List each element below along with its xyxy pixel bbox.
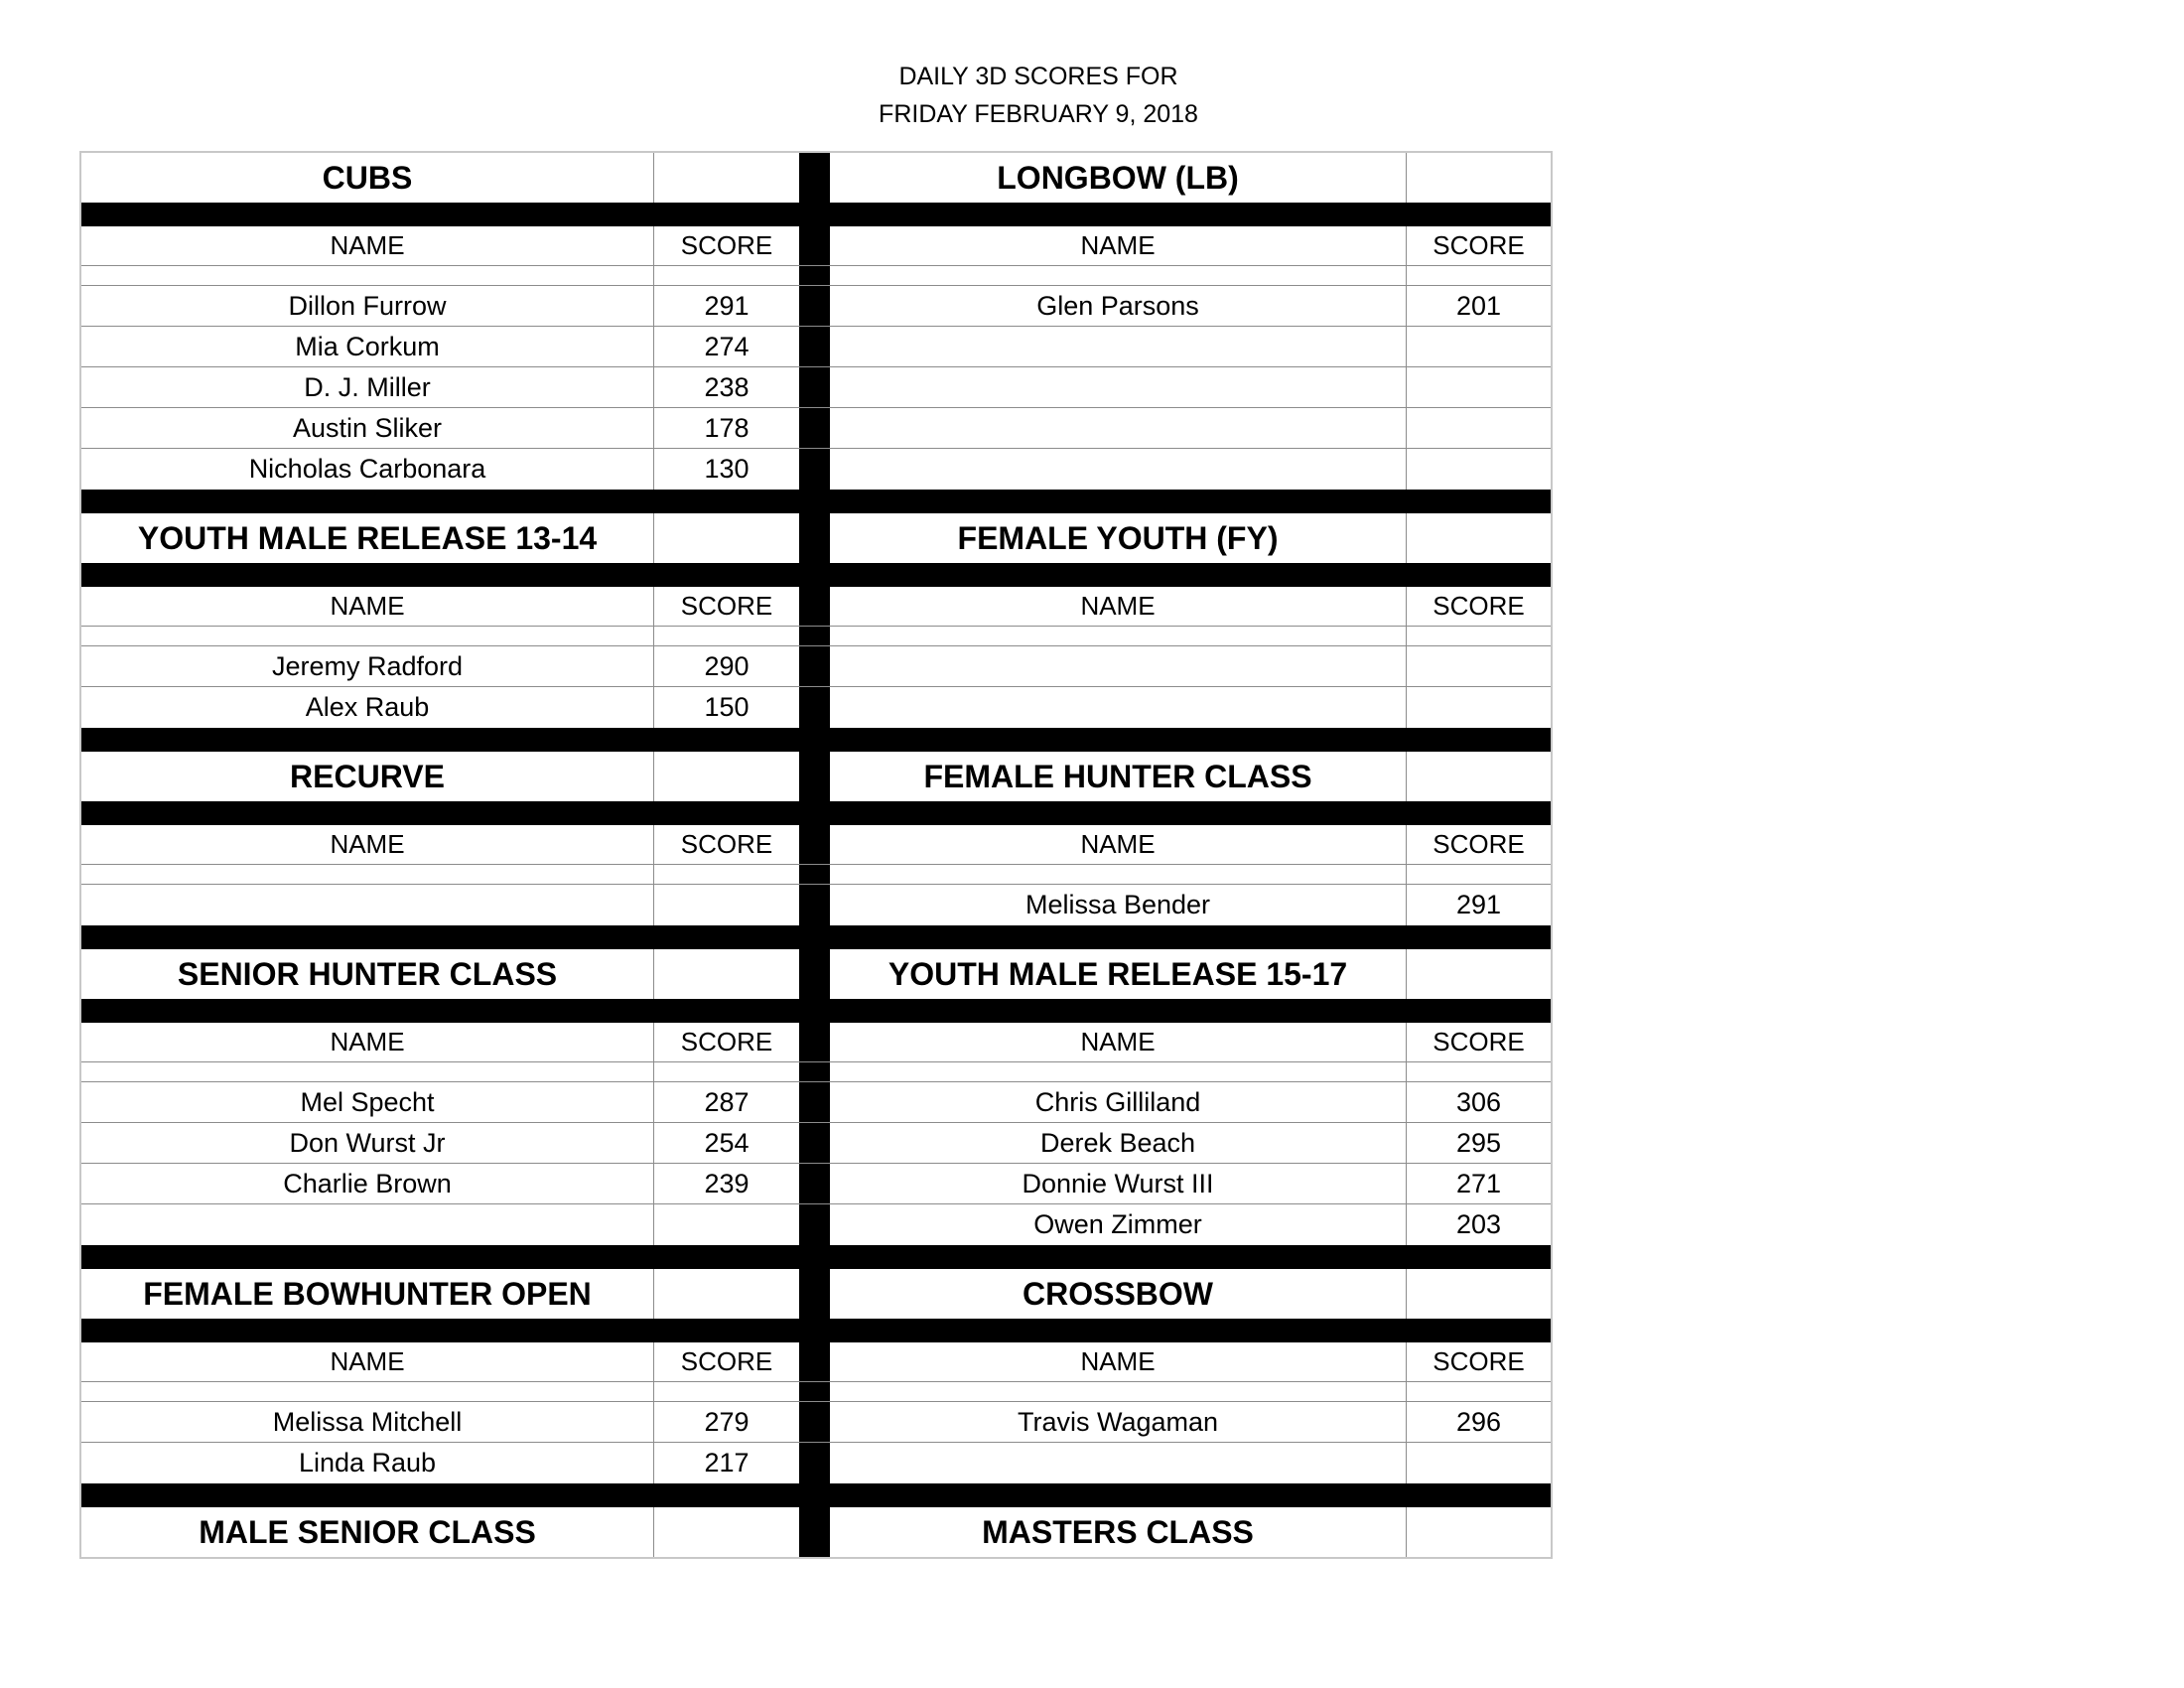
column-divider [799,449,830,490]
category-title-row-right-score [1407,1507,1551,1557]
score-row-right-name [830,408,1407,448]
score-row-right-name [830,449,1407,490]
spacer-row-right-score [1407,1382,1551,1401]
spacer-row [81,865,1551,885]
score-row-left-score: 150 [704,692,750,722]
score-row-left-name [81,1204,654,1245]
column-divider [799,949,830,999]
column-divider [799,408,830,448]
category-title-row-right-score [1407,1269,1551,1319]
column-header-row-left-name: NAME [81,226,654,265]
score-row-left-name: Charlie Brown [81,1164,654,1203]
spacer-row [81,1382,1551,1402]
spacer-row-right-name [830,1062,1407,1081]
score-row-right-score [1407,408,1551,448]
category-title-row [81,153,1551,203]
score-row [81,367,1551,408]
column-divider [799,1204,830,1245]
category-title-row-left-score [654,513,799,563]
column-divider [799,587,830,626]
category-title-row [81,949,1551,999]
column-header-row-left-score: SCORE [680,591,773,621]
column-header-row-right-score: SCORE [1433,230,1525,260]
column-divider [799,1164,830,1203]
column-divider [799,1062,830,1081]
score-row-right-name: Owen Zimmer [830,1204,1407,1245]
score-row-left-score: 274 [704,331,750,361]
score-row [81,1123,1551,1164]
category-title-row-left-score [654,752,799,801]
category-title-row-left-name: SENIOR HUNTER CLASS [81,949,654,999]
score-row-right-score: 271 [1455,1168,1502,1198]
column-header-row [81,226,1551,266]
spacer-row-left-name [81,1382,654,1401]
column-divider [799,865,830,884]
category-title-row-left-score [654,1269,799,1319]
column-header-row-right-score: SCORE [1433,1027,1525,1056]
score-row-left-score: 217 [704,1448,750,1477]
category-title-row [81,1507,1551,1557]
column-header-row-left-score: SCORE [680,829,773,859]
column-divider [799,1382,830,1401]
column-header-row-right-name: NAME [830,1023,1407,1061]
column-divider [799,752,830,801]
score-row-left-name: Don Wurst Jr [81,1123,654,1163]
title-line-1: DAILY 3D SCORES FOR [898,63,1178,90]
column-header-row-right-score: SCORE [1433,591,1525,621]
score-row-right-name: Donnie Wurst III [830,1164,1407,1203]
spacer-row-right-name [830,266,1407,285]
column-divider [799,1402,830,1442]
score-row [81,1082,1551,1123]
column-divider [799,825,830,864]
column-header-row [81,587,1551,627]
spacer-row-right-name [830,627,1407,645]
category-title-row-right-score [1407,752,1551,801]
score-row-left-name: Alex Raub [81,687,654,728]
column-divider [799,1269,830,1319]
score-row [81,408,1551,449]
category-title-row-left-score [654,153,799,203]
column-divider [799,327,830,366]
column-divider [799,627,830,645]
column-divider [799,513,830,563]
score-row-left-name: Linda Raub [81,1443,654,1483]
score-row-right-score [1407,449,1551,490]
score-row-right-score: 201 [1455,290,1502,321]
column-header-row [81,1342,1551,1382]
spacer-row-left-score [654,266,799,285]
column-divider [799,1023,830,1061]
score-row-left-score: 291 [704,290,750,321]
column-divider [799,1082,830,1122]
score-row-left-name: D. J. Miller [81,367,654,407]
spacer-row [81,266,1551,286]
score-row-right-name [830,327,1407,366]
category-title-row-right-name: FEMALE HUNTER CLASS [830,752,1407,801]
spacer-row-left-name [81,627,654,645]
section-separator [81,1245,1551,1269]
column-divider [799,1123,830,1163]
score-row-right-score: 203 [1455,1209,1502,1239]
score-row-left-score [654,1204,799,1245]
score-row [81,646,1551,687]
score-row [81,885,1551,925]
column-header-row-right-name: NAME [830,1342,1407,1381]
column-header-row-left-name: NAME [81,825,654,864]
score-row-right-name: Melissa Bender [830,885,1407,925]
scoreboard-table [79,151,1553,1559]
column-divider [799,1443,830,1483]
score-row [81,1402,1551,1443]
category-title-row-right-score [1407,513,1551,563]
column-divider [799,367,830,407]
score-row-right-name [830,1443,1407,1483]
category-title-row-left-name: RECURVE [81,752,654,801]
header-separator [81,203,1551,226]
header-separator [81,1319,1551,1342]
score-row-left-name: Jeremy Radford [81,646,654,686]
score-row [81,1204,1551,1245]
title-line-2: FRIDAY FEBRUARY 9, 2018 [879,100,1198,128]
score-row-left-score: 254 [704,1127,750,1158]
score-row-right-score: 306 [1455,1086,1502,1117]
spacer-row-right-score [1407,627,1551,645]
category-title-row-right-score [1407,153,1551,203]
score-row-right-name: Travis Wagaman [830,1402,1407,1442]
score-row-left-name: Mia Corkum [81,327,654,366]
category-title-row-right-name: YOUTH MALE RELEASE 15-17 [830,949,1407,999]
spacer-row-right-score [1407,865,1551,884]
spacer-row-left-score [654,865,799,884]
score-row-right-name [830,687,1407,728]
column-header-row-left-name: NAME [81,1342,654,1381]
score-row [81,286,1551,327]
column-header-row-left-name: NAME [81,1023,654,1061]
score-row-right-name [830,646,1407,686]
category-title-row-left-score [654,949,799,999]
column-header-row-left-score: SCORE [680,1027,773,1056]
score-row-right-score [1407,1443,1551,1483]
category-title-row-right-name: FEMALE YOUTH (FY) [830,513,1407,563]
score-row-left-name: Dillon Furrow [81,286,654,326]
score-row-right-score [1407,646,1551,686]
score-row-right-name [830,367,1407,407]
score-row-left-score: 287 [704,1086,750,1117]
section-separator [81,490,1551,513]
column-header-row-right-name: NAME [830,226,1407,265]
header-separator [81,563,1551,587]
category-title-row-left-name: FEMALE BOWHUNTER OPEN [81,1269,654,1319]
score-row-left-score: 290 [704,650,750,681]
score-row-left-score: 178 [704,412,750,443]
spacer-row-left-name [81,865,654,884]
score-row-left-name: Austin Sliker [81,408,654,448]
score-row-right-score: 296 [1455,1406,1502,1437]
category-title-row-right-name: CROSSBOW [830,1269,1407,1319]
column-divider [799,687,830,728]
category-title-row [81,513,1551,563]
spacer-row-left-name [81,266,654,285]
column-divider [799,885,830,925]
column-divider [799,153,830,203]
score-row-right-score [1407,367,1551,407]
category-title-row-left-name: CUBS [81,153,654,203]
score-row-left-score: 239 [704,1168,750,1198]
category-title-row-left-name: YOUTH MALE RELEASE 13-14 [81,513,654,563]
score-row-left-score: 130 [704,454,750,484]
column-divider [799,646,830,686]
column-header-row [81,1023,1551,1062]
column-divider [799,266,830,285]
category-title-row-right-name: MASTERS CLASS [830,1507,1407,1557]
column-header-row-right-name: NAME [830,825,1407,864]
document-title [0,58,2077,133]
category-title-row-left-name: MALE SENIOR CLASS [81,1507,654,1557]
score-row-right-score: 295 [1455,1127,1502,1158]
score-row-left-name: Mel Specht [81,1082,654,1122]
score-row-right-name: Chris Gilliland [830,1082,1407,1122]
column-header-row-left-score: SCORE [680,230,773,260]
section-separator [81,728,1551,752]
category-title-row [81,752,1551,801]
spacer-row-left-score [654,627,799,645]
score-row-left-name: Melissa Mitchell [81,1402,654,1442]
score-row-left-name [81,885,654,925]
column-header-row-right-score: SCORE [1433,1346,1525,1376]
section-separator [81,1483,1551,1507]
column-header-row-right-name: NAME [830,587,1407,626]
section-separator [81,925,1551,949]
score-row-right-score [1407,687,1551,728]
column-divider [799,1342,830,1381]
column-divider [799,286,830,326]
score-row-left-score: 279 [704,1406,750,1437]
score-row-left-score [654,885,799,925]
score-row-right-score [1407,327,1551,366]
category-title-row-right-name: LONGBOW (LB) [830,153,1407,203]
score-row-right-name: Glen Parsons [830,286,1407,326]
score-row [81,1443,1551,1483]
spacer-row-left-score [654,1062,799,1081]
spacer-row [81,1062,1551,1082]
category-title-row-right-score [1407,949,1551,999]
header-separator [81,999,1551,1023]
column-divider [799,1507,830,1557]
score-row-left-name: Nicholas Carbonara [81,449,654,490]
score-row [81,687,1551,728]
score-row-right-score: 291 [1455,890,1502,919]
column-header-row-right-score: SCORE [1433,829,1525,859]
score-row [81,327,1551,367]
spacer-row-right-name [830,865,1407,884]
column-header-row-left-name: NAME [81,587,654,626]
column-divider [799,226,830,265]
spacer-row-right-name [830,1382,1407,1401]
spacer-row-left-name [81,1062,654,1081]
score-row [81,1164,1551,1204]
header-separator [81,801,1551,825]
category-title-row [81,1269,1551,1319]
score-row [81,449,1551,490]
spacer-row-right-score [1407,1062,1551,1081]
score-row-right-name: Derek Beach [830,1123,1407,1163]
spacer-row [81,627,1551,646]
column-header-row-left-score: SCORE [680,1346,773,1376]
category-title-row-left-score [654,1507,799,1557]
spacer-row-right-score [1407,266,1551,285]
score-row-left-score: 238 [704,371,750,402]
column-header-row [81,825,1551,865]
spacer-row-left-score [654,1382,799,1401]
